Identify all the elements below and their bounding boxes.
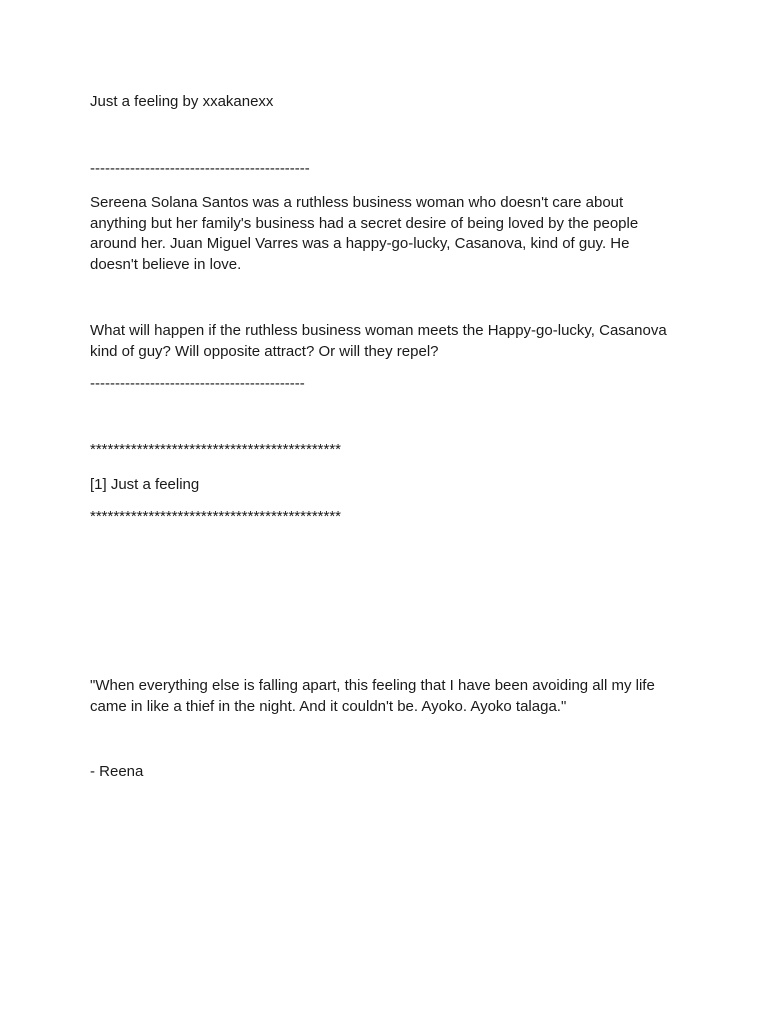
divider-top: --------------------------------------------: [90, 160, 310, 177]
synopsis-line: anything but her family's business had a secret desire of being loved by the people: [90, 214, 639, 232]
chapter-heading: [1] Just a feeling: [90, 476, 200, 493]
document-title: Just a feeling by xxakanexx: [90, 93, 274, 110]
synopsis-line: Sereena Solana Santos was a ruthless business woman who doesn't care about: [90, 194, 624, 211]
synopsis-line: around her. Juan Miguel Varres was a happy-go-lucky, Casanova, kind of guy. He: [90, 235, 630, 252]
synopsis-line: doesn't believe in love.: [90, 255, 242, 273]
attribution: - Reena: [90, 763, 144, 780]
question-line: kind of guy? Will opposite attract? Or will they repel?: [90, 342, 439, 360]
stars-top: *******************************************: [90, 441, 342, 458]
synopsis-paragraph: [90, 193, 690, 275]
question-line: What will happen if the ruthless business woman meets the Happy-go-lucky, Casanova: [90, 322, 667, 339]
quote-line: came in like a thief in the night. And it couldn't be. Ayoko. Ayoko talaga.": [90, 697, 567, 715]
quote-paragraph: [90, 676, 690, 717]
divider-bottom: -------------------------------------------: [90, 375, 305, 392]
quote-line: "When everything else is falling apart, this feeling that I have been avoiding all my life: [90, 677, 655, 694]
question-paragraph: [90, 321, 690, 362]
stars-bottom: *******************************************: [90, 508, 342, 525]
